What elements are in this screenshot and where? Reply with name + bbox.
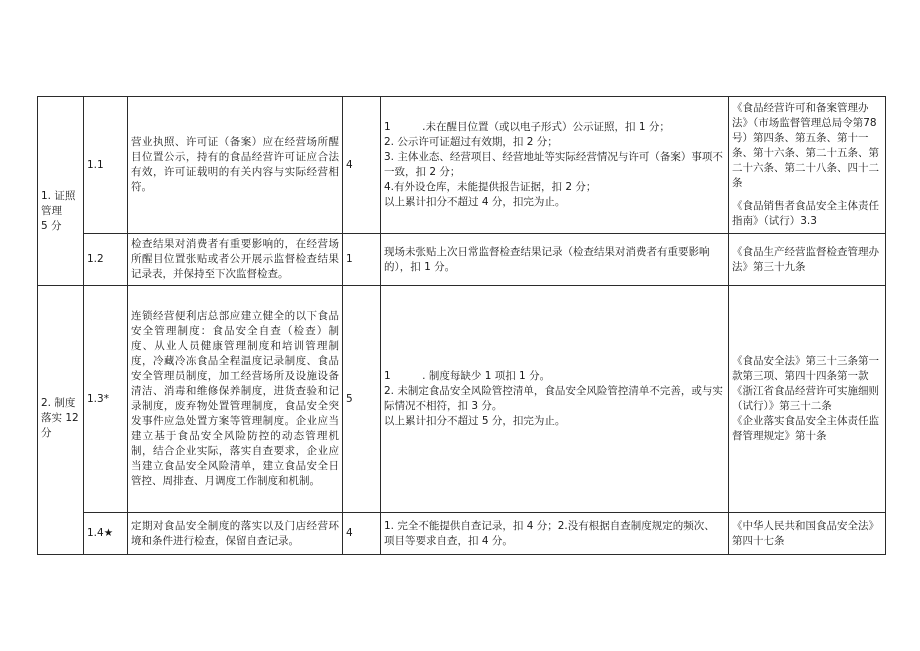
criteria-line: 2. 公示许可证超过有效期，扣 2 分；	[384, 136, 558, 148]
table-row	[38, 513, 886, 555]
criteria-line: 1. 完全不能提供自查记录，扣 4 分；2.没有根据自查制度规定的频次、项目等要求自查，扣 4 分。	[384, 519, 715, 547]
category-line: 5 分	[41, 219, 62, 232]
item-code: 1.4★	[84, 513, 128, 555]
score-value: 4	[343, 97, 381, 234]
basis-text: 《食品生产经营监督检查管理办法》第三十九条	[732, 245, 879, 273]
criteria-line: 1 .未在醒目位置（或以电子形式）公示证照，扣 1 分；	[384, 121, 670, 133]
basis-text: 《食品销售者食品安全主体责任指南》（试行）3.3	[732, 200, 879, 227]
basis-text: 《中华人民共和国食品安全法》第四十七条	[732, 519, 879, 547]
basis-text: 《食品经营许可和备案管理办法》（市场监督管理总局令第78号）第四条、第五条、第十一条、第十六条、第二十五条、第二十六条、第二十八条、四十二条	[732, 102, 879, 189]
category-cell	[38, 97, 84, 286]
criteria-line: 4.有外设仓库，未能提供报告证据，扣 2 分；	[384, 181, 597, 193]
table-row	[38, 286, 886, 513]
category-line: 分	[41, 427, 52, 439]
category-line: 2. 制度	[41, 397, 76, 409]
inspection-table	[37, 96, 886, 555]
table-row	[38, 97, 886, 234]
requirement-text: 营业执照、许可证（备案）应在经营场所醒目位置公示，持有的食品经营许可证应合法有效，许可证载明的有关内容与实际经营相符。	[128, 97, 343, 234]
requirement-text: 检查结果对消费者有重要影响的，在经营场所醒目位置张贴或者公开展示监督检查结果记录表，并保持至下次监督检查。	[128, 234, 343, 286]
criteria-cell	[381, 97, 729, 234]
criteria-line: 2. 未制定食品安全风险管控清单，食品安全风险管控清单不完善，或与实际情况不相符，扣 3 分。	[384, 385, 723, 412]
score-value: 1	[343, 234, 381, 286]
requirement-text: 定期对食品安全制度的落实以及门店经营环境和条件进行检查，保留自查记录。	[128, 513, 343, 555]
criteria-line: 以上累计扣分不超过 4 分，扣完为止。	[384, 196, 566, 208]
category-line: 落实 12	[41, 412, 79, 424]
criteria-line: 现场未张贴上次日常监督检查结果记录（检查结果对消费者有重要影响的），扣 1 分。	[384, 245, 710, 273]
basis-text: 《浙江省食品经营许可实施细则（试行）》第三十二条	[732, 385, 879, 412]
basis-cell	[729, 513, 886, 555]
category-cell	[38, 286, 84, 555]
basis-cell	[729, 97, 886, 234]
basis-text: 《企业落实食品安全主体责任监督管理规定》第十条	[732, 415, 879, 442]
criteria-line: 以上累计扣分不超过 5 分，扣完为止。	[384, 415, 566, 427]
basis-text: 《食品安全法》第三十三条第一款第三项、第四十四条第一款	[732, 355, 879, 382]
criteria-line: 3. 主体业态、经营项目、经营地址等实际经营情况与许可（备案）事项不一致，扣 2 分；	[384, 151, 723, 178]
item-code: 1.2	[84, 234, 128, 286]
basis-cell	[729, 286, 886, 513]
criteria-cell	[381, 513, 729, 555]
requirement-text: 连锁经营便利店总部应建立健全的以下食品安全管理制度：食品安全自查（检查）制度、从业人员健康管理制度和培训管理制度，冷藏冷冻食品全程温度记录制度、食品安全管理员制度，加工经营场所及设施设备清洁、消毒和维修保养制度，进货查验和记录制度，废弃物处置管理制度，食品安全突发事件应急处置方案等管理制度。企业应当建立基于食品安全风险防控的动态管理机制，结合企业实际，落实自查要求，企业应当建立食品安全风险清单，建立食品安全日管控、周排查、月调度工作制度和机制。	[128, 286, 343, 513]
item-code: 1.3*	[84, 286, 128, 513]
category-line: 管理	[41, 204, 62, 217]
score-value: 4	[343, 513, 381, 555]
item-code: 1.1	[84, 97, 128, 234]
criteria-cell	[381, 234, 729, 286]
basis-cell	[729, 234, 886, 286]
table-row	[38, 234, 886, 286]
criteria-cell	[381, 286, 729, 513]
criteria-line: 1 . 制度每缺少 1 项扣 1 分。	[384, 370, 551, 382]
category-line: 1. 证照	[41, 189, 76, 202]
score-value: 5	[343, 286, 381, 513]
